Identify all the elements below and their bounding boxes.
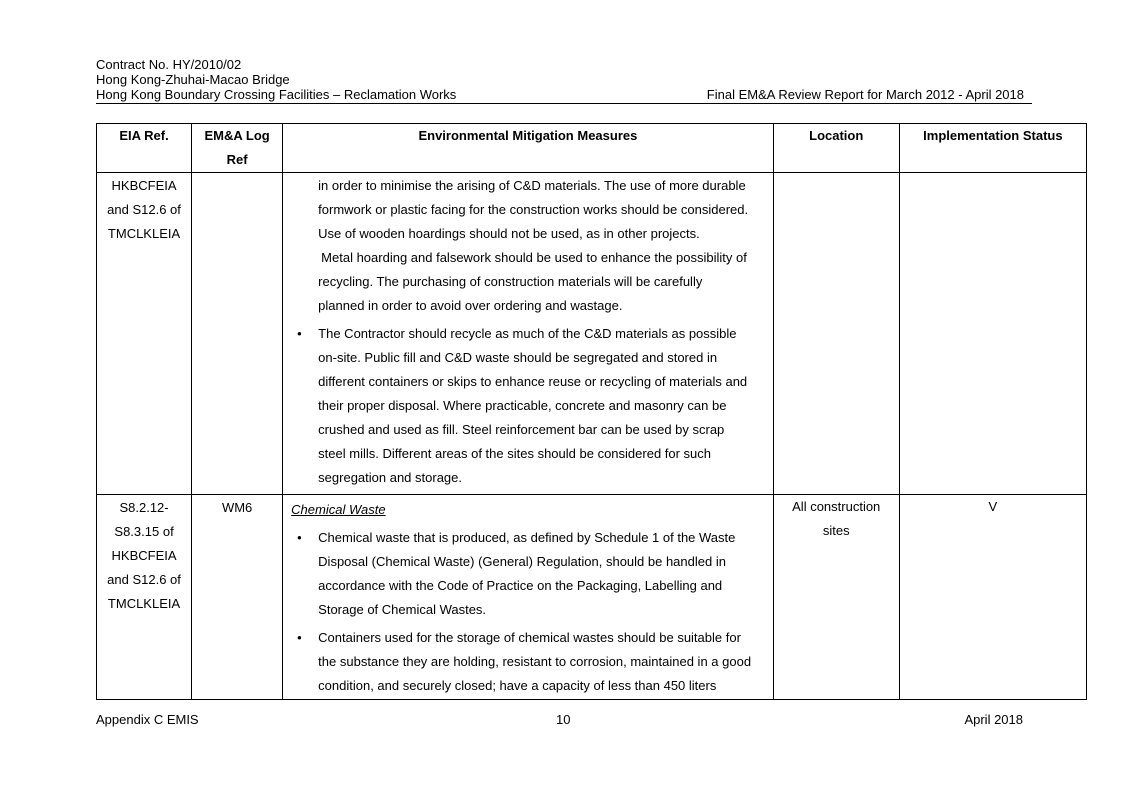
text-line: Use of wooden hoardings should not be used, as in other projects. [318, 226, 700, 241]
eia-ref-cell [97, 173, 192, 495]
project-name: Hong Kong-Zhuhai-Macao Bridge [96, 72, 290, 87]
col-header-ema-log-ref-line2: Ref [226, 152, 248, 167]
col-header-ema-log-ref-line1: EM&A Log [204, 128, 270, 143]
text-line: Metal hoarding and falsework should be used to enhance the possibility of [321, 250, 747, 265]
text-line: steel mills. Different areas of the sites should be considered for such [318, 446, 712, 461]
text-line: in order to minimise the arising of C&D materials. The use of more durable [318, 178, 746, 193]
header-divider [96, 103, 1032, 104]
footer-appendix: Appendix C EMIS [96, 712, 199, 727]
eia-ref-line: and S12.6 of [107, 572, 181, 587]
section-title: Chemical Waste [291, 502, 386, 517]
status-cell [899, 173, 1086, 495]
text-line: segregation and storage. [318, 470, 462, 485]
text-line: Disposal (Chemical Waste) (General) Regulation, should be handled in [318, 554, 726, 569]
text-line: formwork or plastic facing for the construction works should be considered. [318, 202, 749, 217]
ema-log-ref-cell [192, 173, 283, 495]
header-row [96, 87, 1032, 102]
eia-ref-line: TMCLKLEIA [107, 596, 181, 611]
text-line: the substance they are holding, resistant to corrosion, maintained in a good [318, 654, 752, 669]
text-line: their proper disposal. Where practicable, concrete and masonry can be [318, 398, 727, 413]
col-header-ema-log-ref [192, 124, 283, 173]
text-line: on-site. Public fill and C&D waste should be segregated and stored in [318, 350, 718, 365]
eia-ref-line: HKBCFEIA [111, 548, 177, 563]
bullet-icon: • [297, 326, 302, 341]
table-row [97, 173, 1087, 495]
bullet-item [291, 626, 760, 698]
eia-ref-line: S8.2.12- [119, 500, 169, 515]
measures-paragraph [291, 173, 760, 318]
bullet-item [291, 526, 760, 622]
eia-ref-line: and S12.6 of [107, 202, 181, 217]
report-title: Final EM&A Review Report for March 2012 - April 2018 [706, 87, 1024, 102]
col-header-location: Location [773, 124, 899, 173]
text-line: recycling. The purchasing of construction materials will be carefully [318, 274, 703, 289]
text-line: crushed and used as fill. Steel reinforcement bar can be used by scrap [318, 422, 725, 437]
status-cell: V [899, 495, 1086, 700]
ema-log-ref-cell: WM6 [192, 495, 283, 700]
page-header [96, 57, 1032, 102]
table-row [97, 495, 1087, 700]
eia-ref-line: HKBCFEIA [111, 178, 177, 193]
text-line: Storage of Chemical Wastes. [318, 602, 487, 617]
location-line: All construction [792, 499, 881, 514]
eia-ref-line: TMCLKLEIA [107, 226, 181, 241]
eia-ref-cell [97, 495, 192, 700]
bullet-icon: • [297, 530, 302, 545]
works-title: Hong Kong Boundary Crossing Facilities – Reclamation Works [96, 87, 457, 102]
text-line: planned in order to avoid over ordering and wastage. [318, 298, 623, 313]
eia-ref-line: S8.3.15 of [114, 524, 174, 539]
contract-number: Contract No. HY/2010/02 [96, 57, 242, 72]
footer-date: April 2018 [964, 712, 1023, 727]
text-line: condition, and securely closed; have a capacity of less than 450 liters [318, 678, 717, 693]
emis-table [96, 123, 1087, 700]
table-header-row [97, 124, 1087, 173]
col-header-status: Implementation Status [899, 124, 1086, 173]
text-line: Containers used for the storage of chemical wastes should be suitable for [318, 630, 741, 645]
bullet-icon: • [297, 630, 302, 645]
text-line: The Contractor should recycle as much of the C&D materials as possible [318, 326, 737, 341]
location-cell [773, 173, 899, 495]
measures-cell [283, 173, 773, 495]
bullet-item [291, 322, 760, 490]
text-line: accordance with the Code of Practice on the Packaging, Labelling and [318, 578, 723, 593]
col-header-eia-ref: EIA Ref. [97, 124, 192, 173]
text-line: Chemical waste that is produced, as defined by Schedule 1 of the Waste [318, 530, 736, 545]
col-header-measures: Environmental Mitigation Measures [283, 124, 773, 173]
text-line: different containers or skips to enhance reuse or recycling of materials and [318, 374, 748, 389]
page-number: 10 [556, 712, 571, 727]
location-line: sites [822, 523, 850, 538]
location-cell [773, 495, 899, 700]
measures-cell [283, 495, 773, 700]
